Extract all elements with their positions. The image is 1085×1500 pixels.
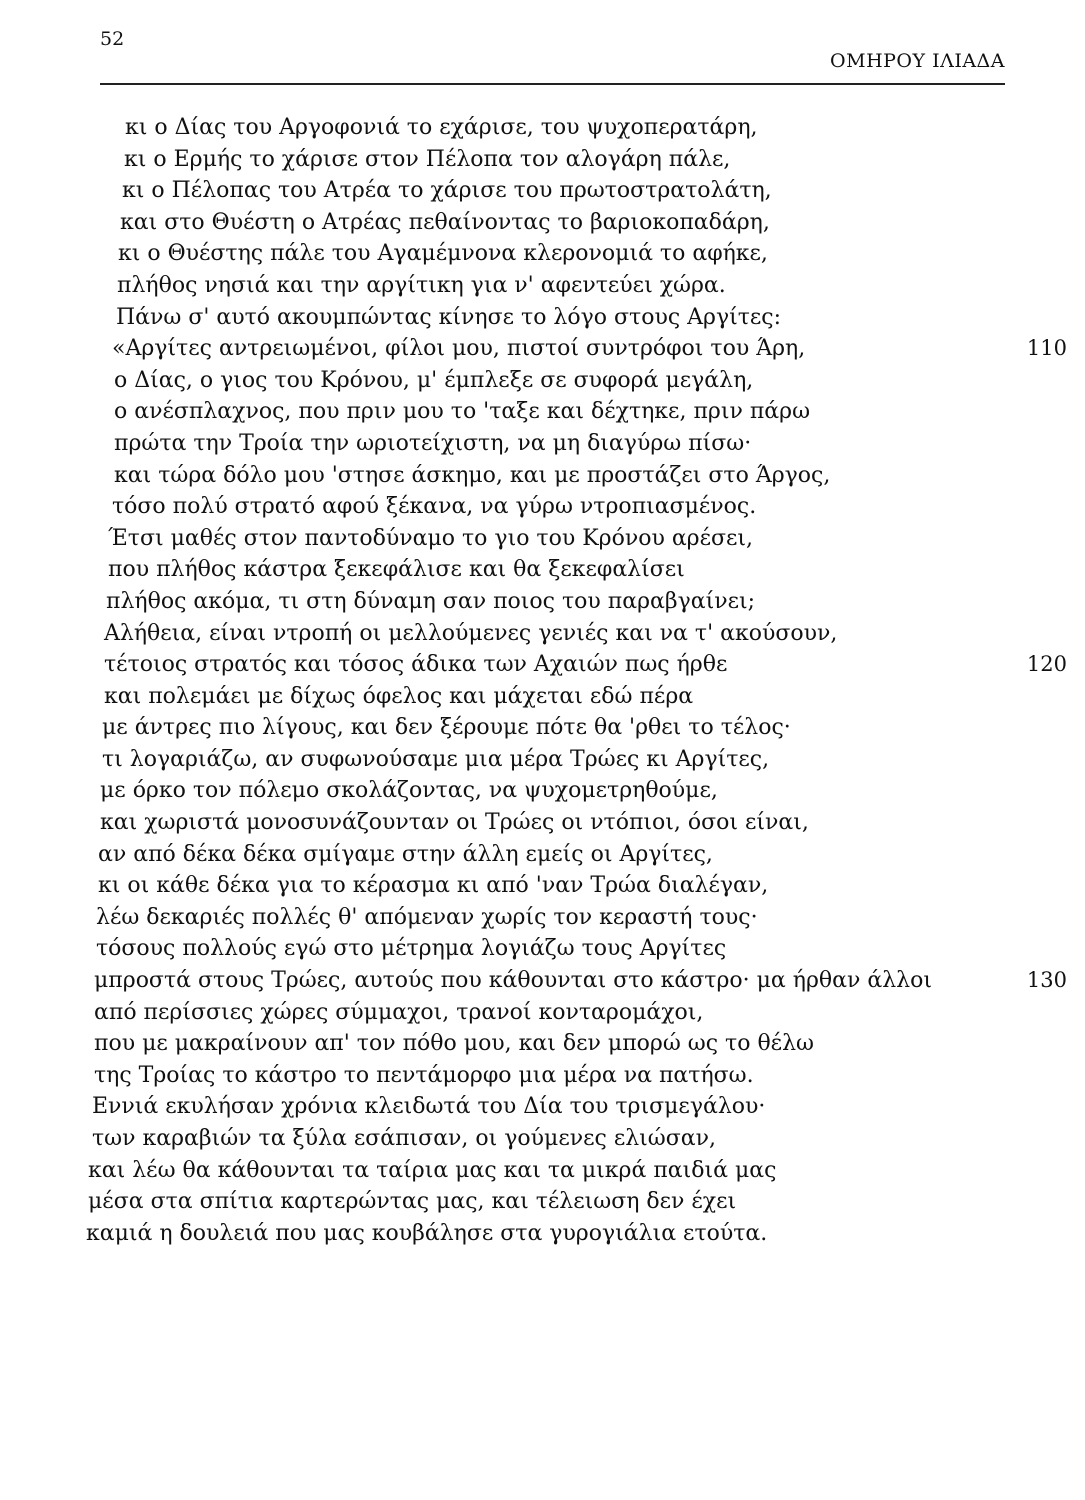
line-number: 110	[1026, 336, 1067, 361]
verse-text: Έτσι μαθές στον παντοδύναμο το γιο του Κρόνου αρέσει,	[108, 525, 754, 551]
verse-text: και τώρα δόλο μου 'στησε άσκημο, και με προστάζει στο Άργος,	[114, 462, 831, 488]
verse-text: τόσο πολύ στρατό αφού ξέκανα, να γύρω ντροπιασμένος.	[112, 494, 757, 520]
verse-line	[0, 112, 1085, 144]
verse-line	[0, 649, 1085, 681]
verse-line	[0, 712, 1085, 744]
verse-text: κι ο Θυέστης πάλε του Αγαμέμνονα κλερονομιά το αφήκε,	[118, 241, 768, 267]
verse-line	[0, 997, 1085, 1029]
verse-text: που πλήθος κάστρα ξεκεφάλισε και θα ξεκεφαλίσει	[108, 557, 685, 583]
verse-text: από περίσσιες χώρες σύμμαχοι, τρανοί κονταρομάχοι,	[94, 999, 704, 1025]
verse-text: και στο Θυέστη ο Ατρέας πεθαίνοντας το βαριοκοπαδάρη,	[120, 209, 770, 235]
verse-text: πρώτα την Τροία την ωριοτείχιστη, να μη διαγύρω πίσω·	[114, 430, 752, 456]
verse-line	[0, 1060, 1085, 1092]
verse-text: με άντρες πιο λίγους, και δεν ξέρουμε πότε θα 'ρθει το τέλος·	[102, 715, 791, 741]
verse-line	[0, 523, 1085, 555]
verse-line	[0, 839, 1085, 871]
verse-text: κι ο Δίας του Αργοφονιά το εχάρισε, του ψυχοπερατάρη,	[125, 115, 758, 140]
verse-line	[0, 144, 1085, 176]
verse-text: πλήθος ακόμα, τι στη δύναμη σαν ποιος του παραβγαίνει;	[106, 588, 756, 614]
verse-text: ο ανέσπλαχνος, που πριν μου το 'ταξε και δέχτηκε, πριν πάρω	[114, 399, 811, 425]
verse-text: και λέω θα κάθουνται τα ταίρια μας και τα μικρά παιδιά μας	[88, 1157, 777, 1183]
verse-line	[0, 428, 1085, 460]
verse-line	[0, 1123, 1085, 1155]
page-number: 52	[100, 28, 125, 50]
verse-line	[0, 681, 1085, 713]
verse-text: αν από δέκα δέκα σμίγαμε στην άλλη εμείς οι Αργίτες,	[98, 841, 713, 867]
verse-text: Εννιά εκυλήσαν χρόνια κλειδωτά του Δία του τρισμεγάλου·	[92, 1094, 766, 1120]
line-number: 120	[1026, 652, 1067, 677]
verse-text: μέσα στα σπίτια καρτερώντας μας, και τέλειωση δεν έχει	[88, 1189, 737, 1215]
verse-line	[0, 207, 1085, 239]
verse-text: τέτοιος στρατός και τόσος άδικα των Αχαιών πως ήρθε	[104, 652, 728, 678]
verse-line	[0, 1155, 1085, 1187]
verse-text: πλήθος νησιά και την αργίτικη για ν' αφεντεύει χώρα.	[117, 272, 726, 298]
verse-text: με όρκο τον πόλεμο σκολάζοντας, να ψυχομετρηθούμε,	[100, 778, 718, 804]
verse-line	[0, 270, 1085, 302]
verse-line	[0, 965, 1085, 997]
header-rule	[100, 83, 1005, 85]
verse-line	[0, 365, 1085, 397]
verse-line	[0, 933, 1085, 965]
verse-line	[0, 807, 1085, 839]
verse-line	[0, 1028, 1085, 1060]
verse-line	[0, 460, 1085, 492]
verse-line	[0, 491, 1085, 523]
verse-line	[0, 396, 1085, 428]
verse-text: των καραβιών τα ξύλα εσάπισαν, οι γούμενες ελιώσαν,	[92, 1126, 716, 1151]
verse-text: κι ο Ερμής το χάρισε στον Πέλοπα τον αλογάρη πάλε,	[124, 146, 731, 172]
verse-text: τι λογαριάζω, αν συφωνούσαμε μια μέρα Τρώες κι Αργίτες,	[102, 746, 770, 772]
verse-text: της Τροίας το κάστρο το πεντάμορφο μια μέρα να πατήσω.	[94, 1062, 754, 1088]
verse-line	[0, 554, 1085, 586]
verse-text: τόσους πολλούς εγώ στο μέτρημα λογιάζω τους Αργίτες	[96, 936, 727, 962]
verse-line	[0, 618, 1085, 650]
verse-line	[0, 870, 1085, 902]
verse-line	[0, 175, 1085, 207]
verse-text: που με μακραίνουν απ' τον πόθο μου, και δεν μπορώ ως το θέλω	[94, 1031, 814, 1057]
verse-text: μπροστά στους Τρώες, αυτούς που κάθουνται στο κάστρο· μα ήρθαν άλλοι	[94, 968, 932, 994]
verse-line	[0, 302, 1085, 334]
verse-line	[0, 1186, 1085, 1218]
verse-line	[0, 744, 1085, 776]
verse-line	[0, 238, 1085, 270]
verse-line	[0, 902, 1085, 934]
verse-text: κι οι κάθε δέκα για το κέρασμα κι από 'ναν Τρώα διαλέγαν,	[98, 873, 769, 899]
verse-line	[0, 586, 1085, 618]
verse-text: λέω δεκαριές πολλές θ' απόμεναν χωρίς τον κεραστή τους·	[96, 904, 758, 930]
verse-text: και χωριστά μονοσυνάζουνταν οι Τρώες οι ντόπιοι, όσοι είναι,	[100, 810, 809, 836]
verse-line	[0, 1218, 1085, 1250]
verse-text: Πάνω σ' αυτό ακουμπώντας κίνησε το λόγο στους Αργίτες:	[116, 304, 782, 330]
verse-line	[0, 1091, 1085, 1123]
verse-text: και πολεμάει με δίχως όφελος και μάχεται εδώ πέρα	[104, 683, 694, 709]
verse-text: καμιά η δουλειά που μας κουβάλησε στα γυρογιάλια ετούτα.	[86, 1220, 768, 1246]
verse-text: Αλήθεια, είναι ντροπή οι μελλούμενες γενιές και να τ' ακούσουν,	[104, 620, 838, 646]
line-number: 130	[1026, 968, 1067, 993]
verse-text: ο Δίας, ο γιος του Κρόνου, μ' έμπλεξε σε συφορά μεγάλη,	[114, 367, 754, 393]
verse-line	[0, 775, 1085, 807]
running-title: ΟΜΗΡΟΥ ΙΛΙΑΔΑ	[830, 50, 1005, 72]
verse-line	[0, 333, 1085, 365]
verse-text: κι ο Πέλοπας του Ατρέα το χάρισε του πρωτοστρατολάτη,	[122, 178, 772, 204]
verse-block	[0, 112, 1085, 1249]
verse-text: «Αργίτες αντρειωμένοι, φίλοι μου, πιστοί συντρόφοι του Άρη,	[112, 336, 806, 362]
